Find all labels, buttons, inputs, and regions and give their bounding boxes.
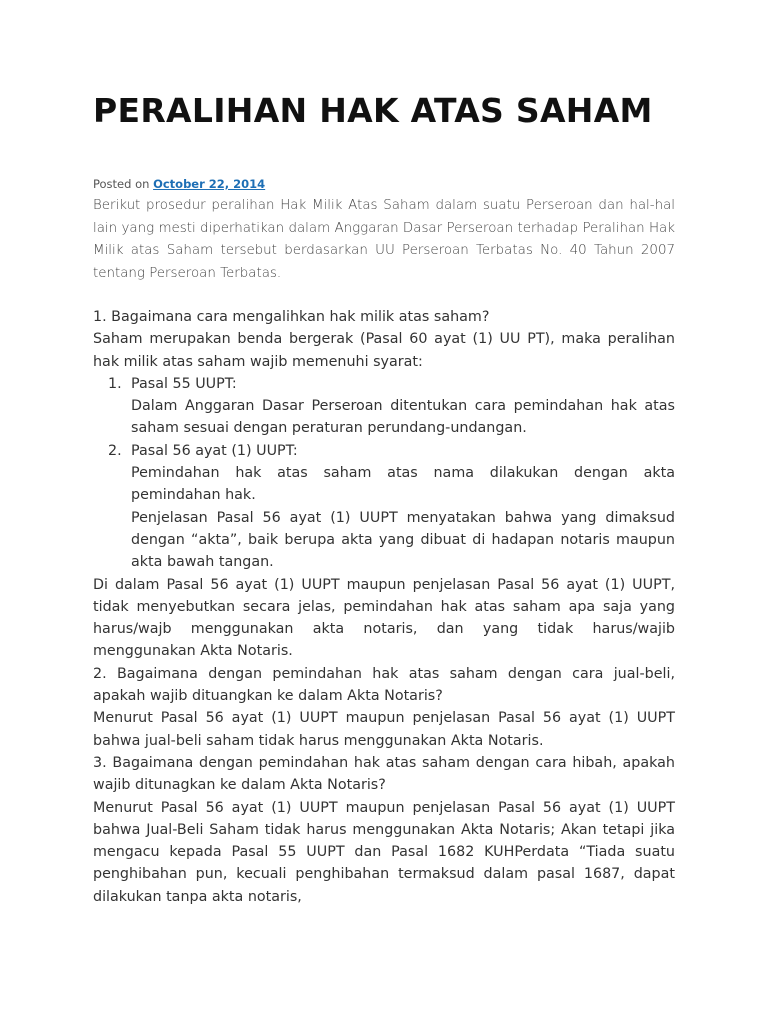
list-item-2-text-b: Penjelasan Pasal 56 ayat (1) UUPT menyatakan bahwa yang dimaksud dengan “akta”, baik berupa akta yang dibuat di hadapan notaris maupun akta bawah tangan. xyxy=(131,509,675,571)
list-item-1 xyxy=(93,373,675,395)
article-body xyxy=(93,306,675,908)
list-item-1-text: Dalam Anggaran Dasar Perseroan ditentukan cara pemindahan hak atas saham sesuai dengan peraturan perundang-undangan. xyxy=(131,398,675,437)
list-item-2-text-a: Pemindahan hak atas saham atas nama dilakukan dengan akta pemindahan hak. xyxy=(131,465,675,504)
intro-paragraph: Berikut prosedur peralihan Hak Milik Atas Saham dalam suatu Perseroan dan hal-hal lain yang mesti diperhatikan dalam Anggaran Dasar Perseroan terhadap Peralihan Hak Milik atas Saham tersebut berdasarkan UU Perseroan Terbatas No. 40 Tahun 2007 tentang Perseroan Terbatas. xyxy=(93,198,675,281)
list-number: 1. xyxy=(108,375,122,392)
post-date-link[interactable]: October 22, 2014 xyxy=(153,177,266,191)
list-item-2 xyxy=(93,440,675,462)
question-1: 1. Bagaimana cara mengalihkan hak milik atas saham? xyxy=(93,309,490,325)
paragraph-2: Di dalam Pasal 56 ayat (1) UUPT maupun penjelasan Pasal 56 ayat (1) UUPT, tidak menyebutkan secara jelas, pemindahan hak atas saham apa saja yang harus/wajb menggunakan akta notaris, dan yang tidak harus/wajib menggunakan Akta Notaris. xyxy=(93,576,675,660)
question-2: 2. Bagaimana dengan pemindahan hak atas saham dengan cara jual-beli, apakah wajib dituangkan ke dalam Akta Notaris? xyxy=(93,665,675,705)
list-label: Pasal 56 ayat (1) UUPT: xyxy=(131,442,298,459)
list-number: 2. xyxy=(108,442,122,459)
answer-2: Menurut Pasal 56 ayat (1) UUPT maupun penjelasan Pasal 56 ayat (1) UUPT bahwa jual-beli saham tidak harus menggunakan Akta Notaris. xyxy=(93,710,675,749)
page-title: PERALIHAN HAK ATAS SAHAM xyxy=(93,91,653,130)
posted-on-label: Posted on xyxy=(93,177,154,191)
post-meta xyxy=(93,177,265,191)
question-3: 3. Bagaimana dengan pemindahan hak atas saham dengan cara hibah, apakah wajib ditunagkan ke dalam Akta Notaris? xyxy=(93,754,675,794)
paragraph-1: Saham merupakan benda bergerak (Pasal 60 ayat (1) UU PT), maka peralihan hak milik atas saham wajib memenuhi syarat: xyxy=(93,331,675,370)
list-label: Pasal 55 UUPT: xyxy=(131,375,237,392)
answer-3: Menurut Pasal 56 ayat (1) UUPT maupun penjelasan Pasal 56 ayat (1) UUPT bahwa Jual-Beli Saham tidak harus menggunakan Akta Notaris; Akan tetapi jika mengacu kepada Pasal 55 UUPT dan Pasal 1682 KUHPerdata “Tiada suatu penghibahan pun, kecuali penghibahan termaksud dalam pasal 1687, dapat dilakukan tanpa akta notaris, xyxy=(93,799,675,905)
